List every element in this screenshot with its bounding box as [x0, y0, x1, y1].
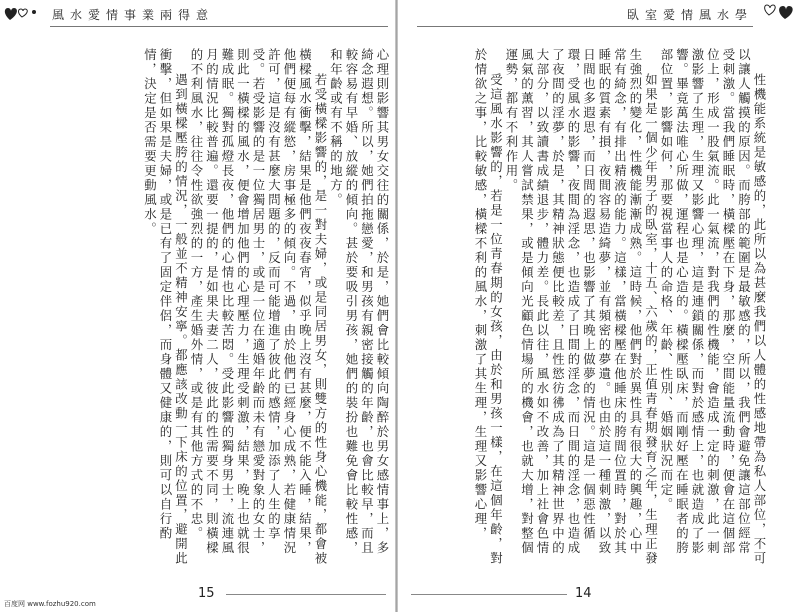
- hearts-ornament-icon: [755, 0, 793, 22]
- header-rule: [50, 26, 388, 27]
- page-number: 15: [198, 586, 215, 601]
- left-page: [0, 0, 396, 612]
- paragraph: 如果是一個少年男子的臥室，十五、六歲的，正值青春期發育之年，生理正發生強烈的變化，性機能漸漸成熟。這時候，他們對於異性具有很大的興趣，心中常有綺念，有排出精液的能力。這樣，當橫樑壓在他睡床的胯間位置時，對於其睡眠的質素有損，夜間容易造綺夢，並有頻密的夢遺。也由於這一種刺激，以致日間也多遐思，而日間的遐思，也影響了其晚上做夢的情況。這是一個惡性循環，受風水的影響，夜間為淫念，也造成了日間的淫念，而日間的淫念，也造成了夜間的淫夢，於是，其精神狀態便比較差，且性慾彷彿成為了其精神世界中的大部分，以致讀書成績退步，體力差。長此以往，風水如不改善，加上社會色情風氣的薰習，其人嘗試禁果，或是傾向光顧色情場所的機會，也就大增，對整個運勢，都有不利作用。: [504, 48, 659, 566]
- paragraph: 性機能系統是敏感的，此所以為甚麼我們以人體的性感地帶為私人部位，不可以讓人觸摸的原因。而胯部的範圍是最敏感的，所以，我們會避免讓這部位經常受刺激。當我們睡眠時，橫樑壓在下身，那麼，空間能量流動時，便會在這個部位上，形成一股氣流。此一氣流，對我們的性機能，會造成一定的刺激，此一刺激影響了生理，生理又影響心理，這是連鎖關係，而對於感情上，也就造成了影響。畢竟萬法唯心所做，運程也是心造的。橫樑壓臥床，而剛好壓在睡眠者的胯部位置，影響如何，那要視當事人的命格、年齡、性別、婚姻狀況而定。: [659, 48, 767, 566]
- footer-site: 百度网 www.fozhu920.com: [4, 600, 96, 608]
- page-header-title: 風水愛情事業兩得意: [52, 8, 215, 22]
- page-number: 14: [575, 586, 592, 601]
- paragraph: 心理則影響其男女交往的關係，於是，她們會比較傾向陶醉於男女感情事上，多綺念遐想。所以，她們拍拖戀愛，和男孩有親密接觸的年齡，也會比較早，而且較容易有早婚、放縱的傾向。甚於要吸引男孩，她們的裝扮也難免會比較性感，和年齡或有不稱的地方。: [328, 48, 390, 556]
- right-page: [397, 0, 793, 612]
- hearts-ornament-icon: [2, 2, 46, 24]
- paragraph: 受這風水影響的，若是一位青春期的女孩，由於和男孩一樣，在這個年齡，對於情欲之事，比較敏感，橫樑不利的風水，刺激了其生理，生理又影響心理，: [473, 48, 504, 566]
- paragraph: 若受橫樑影響的，是一對夫婦，或是同居男女，則雙方的性身心機能，都會被橫樑風水衝擊，結果是他們夜夜春宵，似乎晚上沒有甚麼，便不能入睡，結果，他們便每有縱慾，房事極多的傾向。不過，由於他們已經身心成熟，若健康情況許可，這是沒有甚麼大問題的，反而可能增進了彼此的感情，加添了人生的享受。若受影響的是一位獨居男士，或是一位在適婚年齡而未有戀愛對象的女士，則此一橫樑的風水，便會增加他們的心理壓力，生理受刺激，結果，晚上也就很難成眠。獨對孤燈長夜，他們的心情也比較苦悶。受此影響的獨身男士，流連風月的情況比較普遍。還要一提的，是如果夫妻二人，彼此的性需要不同，則橫樑的不利風水，往往令性欲強烈的一方，產生婚外情，或是有其他方式的不忠。: [189, 48, 328, 566]
- footer-rule: [226, 594, 386, 595]
- body-text: [411, 48, 767, 568]
- footer-rule: [411, 594, 567, 595]
- header-rule: [417, 26, 753, 27]
- page-header-title: 臥室愛情風水學: [626, 8, 753, 22]
- body-text: [50, 48, 390, 568]
- paragraph: 遇到橫樑壓胯的情況，一般並不精神安寧。都應該改動一下床的位置，避開此衝擊，但如果是夫婦，或是已有了固定伴侶，而身體又健康的，則可以自行酌情，決定是否需要更動風水。: [142, 48, 189, 566]
